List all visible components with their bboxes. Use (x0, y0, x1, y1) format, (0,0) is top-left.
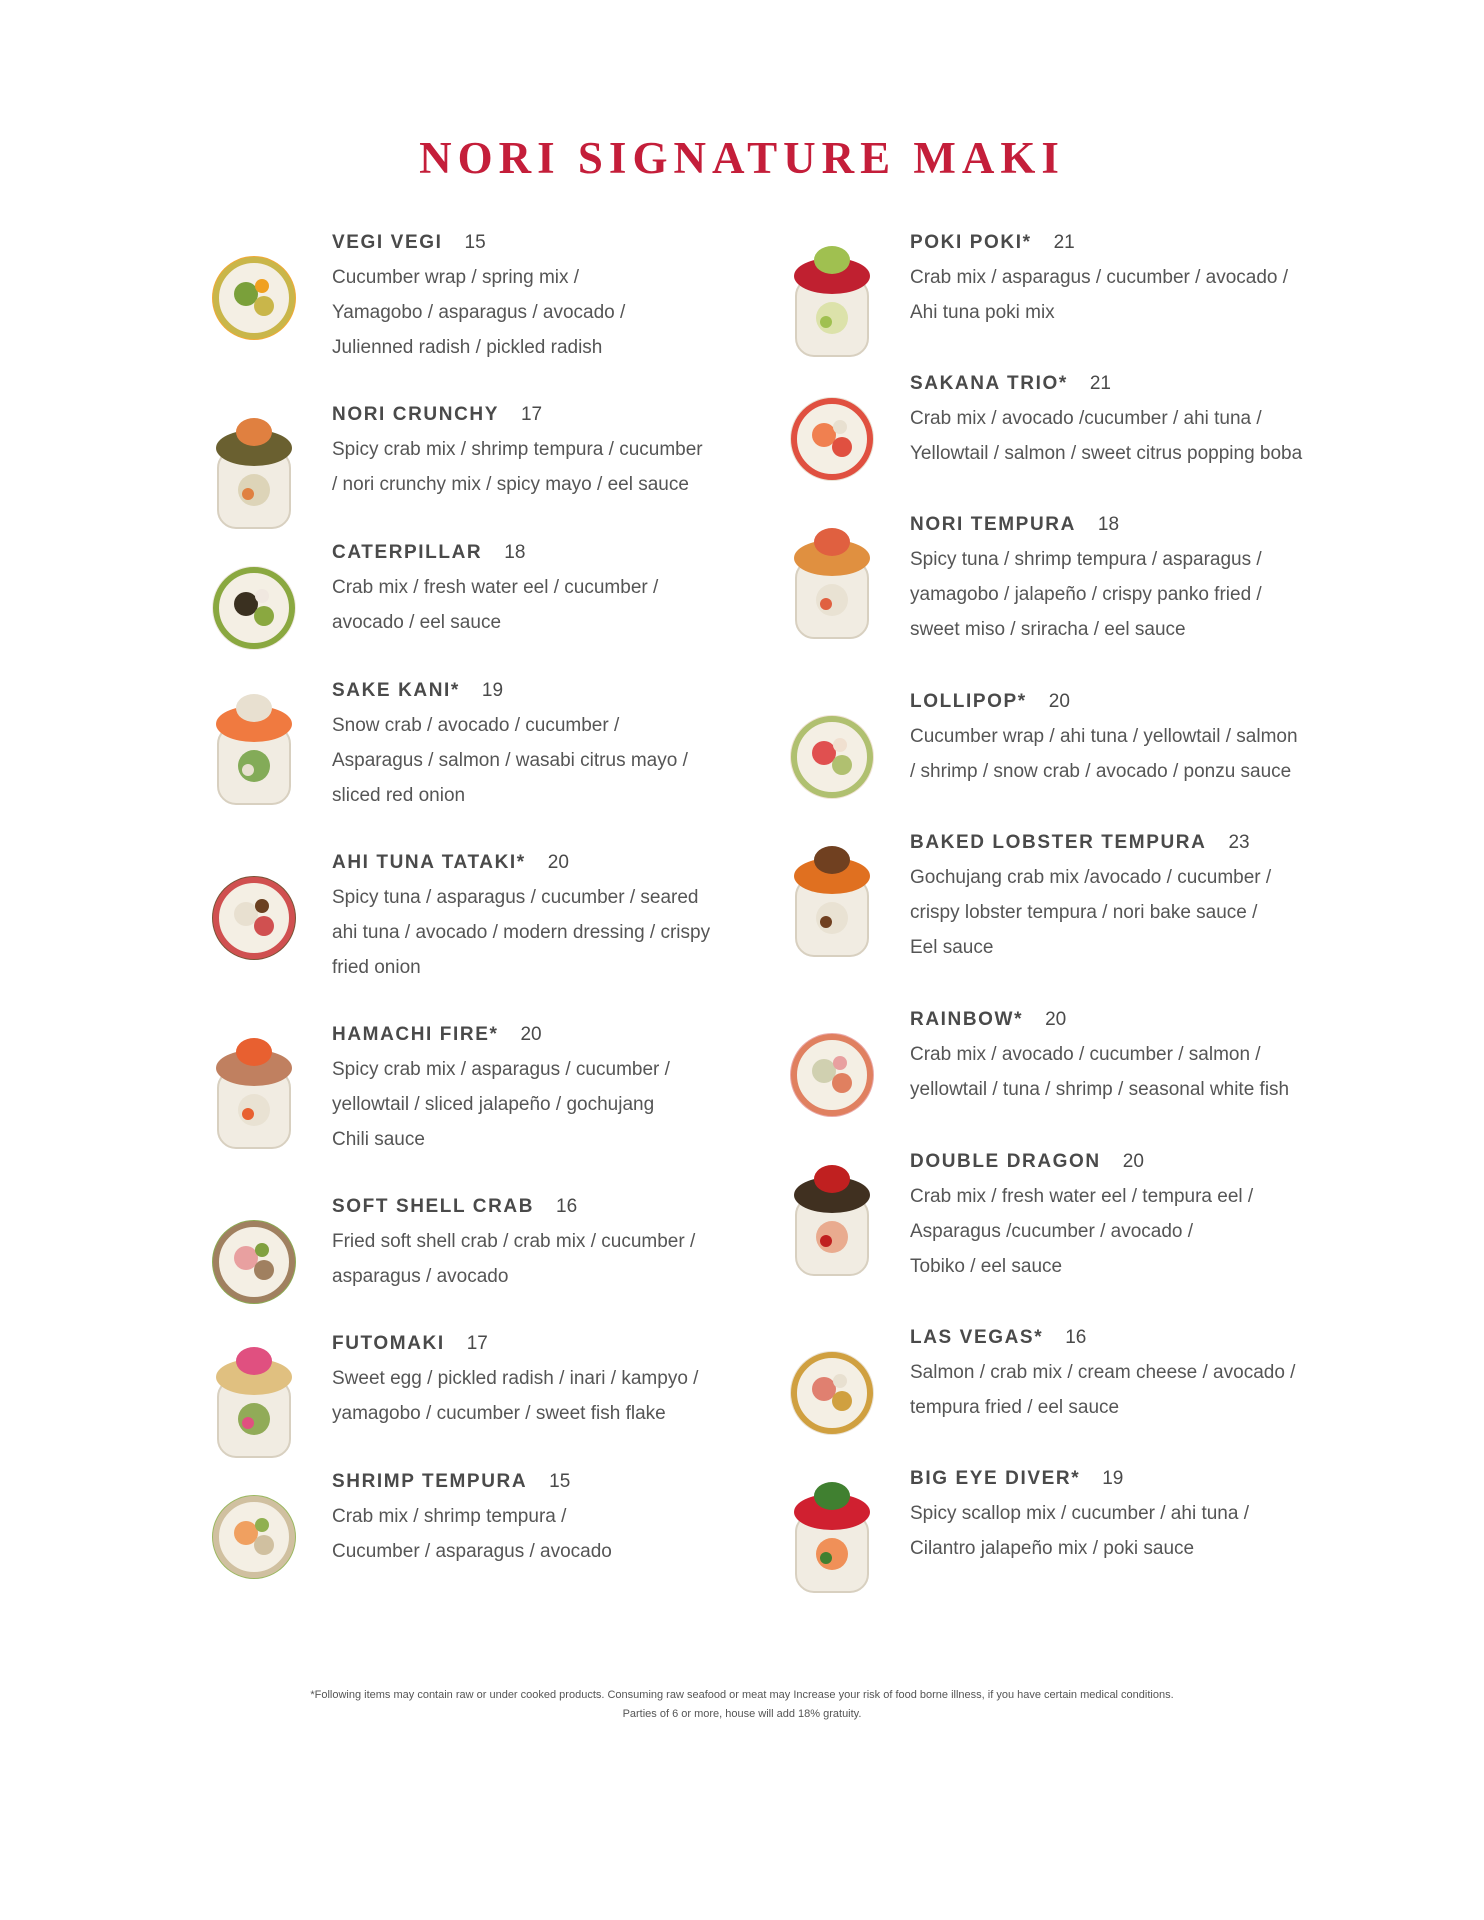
menu-item-description: yamagobo / cucumber / sweet fish flake (332, 1403, 666, 1424)
maki-roll-image (204, 1475, 304, 1605)
menu-item-description: Cilantro jalapeño mix / poki sauce (910, 1538, 1195, 1559)
menu-item (782, 232, 1342, 396)
menu-item-text (332, 852, 772, 985)
menu-item-photo (204, 684, 304, 814)
maki-roll-image (782, 236, 882, 366)
menu-item-description: yellowtail / tuna / shrimp / seasonal white fish (910, 1079, 1290, 1100)
menu-item-photo (204, 546, 304, 676)
menu-item-description: ahi tuna / avocado / modern dressing / crispy (332, 922, 711, 943)
menu-item-photo (204, 1200, 304, 1330)
menu-item-name: NORI CRUNCHY (332, 404, 499, 425)
menu-item-description: Gochujang crab mix /avocado / cucumber / (910, 867, 1272, 888)
menu-item-description: Asparagus /cucumber / avocado / (910, 1221, 1194, 1242)
menu-item-description: Spicy crab mix / asparagus / cucumber / (332, 1059, 670, 1080)
menu-item-photo (204, 408, 304, 538)
menu-item-description: Ahi tuna poki mix (910, 302, 1055, 323)
menu-item-photo (782, 836, 882, 966)
maki-roll-image (204, 408, 304, 538)
menu-item-heading (332, 542, 772, 564)
menu-item-name: POKI POKI* (910, 232, 1032, 253)
menu-item-description: Spicy tuna / asparagus / cucumber / seared (332, 887, 699, 908)
menu-item-description: Chili sauce (332, 1129, 425, 1150)
menu-item-description: Crab mix / avocado / cucumber / salmon / (910, 1044, 1261, 1065)
menu-item-description: Crab mix / fresh water eel / tempura eel / (910, 1186, 1254, 1207)
menu-item-text (332, 1471, 772, 1569)
menu-item-description: Crab mix / shrimp tempura / (332, 1506, 567, 1527)
menu-item (204, 852, 764, 1016)
menu-item-heading (910, 832, 1350, 854)
menu-item-price: 21 (1089, 373, 1111, 394)
menu-item-price: 16 (1065, 1327, 1087, 1348)
maki-roll-image (204, 856, 304, 986)
menu-item-name: BAKED LOBSTER TEMPURA (910, 832, 1207, 853)
menu-item-description: / shrimp / snow crab / avocado / ponzu sauce (910, 761, 1292, 782)
menu-item-text (332, 232, 772, 365)
menu-item-text (332, 404, 772, 502)
menu-item-heading (332, 1024, 772, 1046)
menu-item-description: Spicy crab mix / shrimp tempura / cucumber (332, 439, 703, 460)
menu-item-photo (782, 695, 882, 825)
menu-item-description: Sweet egg / pickled radish / inari / kampyo / (332, 1368, 699, 1389)
menu-item-photo (782, 1155, 882, 1285)
menu-item-description: Spicy scallop mix / cucumber / ahi tuna / (910, 1503, 1249, 1524)
menu-item-price: 19 (481, 680, 504, 701)
menu-item-price: 20 (547, 852, 569, 873)
menu-item-description: Spicy tuna / shrimp tempura / asparagus / (910, 549, 1262, 570)
maki-roll-image (782, 1013, 882, 1143)
maki-roll-image (782, 695, 882, 825)
menu-item-heading (332, 1196, 772, 1218)
menu-item (204, 1024, 764, 1188)
menu-item-description: tempura fried / eel sauce (910, 1397, 1120, 1418)
menu-item-text (910, 691, 1350, 789)
menu-item-photo (204, 1475, 304, 1605)
menu-item-price: 16 (556, 1196, 578, 1217)
menu-item (782, 1009, 1342, 1173)
menu-item-description: Asparagus / salmon / wasabi citrus mayo / (332, 750, 688, 771)
menu-item-price: 23 (1228, 832, 1250, 853)
menu-item-name: FUTOMAKI (332, 1333, 445, 1354)
menu-item-name: NORI TEMPURA (910, 514, 1076, 535)
menu-item-description: Fried soft shell crab / crab mix / cucumber / (332, 1231, 696, 1252)
menu-item-text (332, 542, 772, 640)
menu-item-text (910, 1009, 1350, 1107)
menu-item-text (332, 680, 772, 813)
menu-item-name: LAS VEGAS* (910, 1327, 1044, 1348)
menu-item (204, 1471, 764, 1635)
menu-item-description: fried onion (332, 957, 421, 978)
menu-item-price: 20 (1122, 1151, 1144, 1172)
menu-item-heading (910, 232, 1350, 254)
menu-item-text (910, 1327, 1350, 1425)
menu-item-photo (782, 1472, 882, 1602)
menu-item-price: 17 (466, 1333, 488, 1354)
menu-item-heading (332, 680, 772, 702)
menu-item-heading (332, 1333, 772, 1355)
menu-item-price: 20 (520, 1024, 542, 1045)
maki-roll-image (782, 1155, 882, 1285)
menu-item-photo (204, 1028, 304, 1158)
menu-item (204, 232, 764, 396)
menu-item-heading (910, 373, 1350, 395)
menu-item-description: yellowtail / sliced jalapeño / gochujang (332, 1094, 655, 1115)
maki-roll-image (782, 377, 882, 507)
menu-item-photo (782, 236, 882, 366)
menu-item-heading (910, 691, 1350, 713)
maki-roll-image (204, 236, 304, 366)
menu-item-heading (332, 232, 772, 254)
menu-item-description: / nori crunchy mix / spicy mayo / eel sauce (332, 474, 689, 495)
menu-item-photo (204, 236, 304, 366)
menu-item-name: SOFT SHELL CRAB (332, 1196, 535, 1217)
menu-item-description: Crab mix / avocado /cucumber / ahi tuna / (910, 408, 1262, 429)
menu-item-price: 20 (1045, 1009, 1067, 1030)
menu-item-description: Snow crab / avocado / cucumber / (332, 715, 620, 736)
menu-item-name: SAKANA TRIO* (910, 373, 1068, 394)
maki-roll-image (204, 1200, 304, 1330)
menu-item (782, 1468, 1342, 1632)
menu-item-name: RAINBOW* (910, 1009, 1024, 1030)
menu-item-text (910, 232, 1350, 330)
menu-item-text (910, 1151, 1350, 1284)
page-title: NORI SIGNATURE MAKI (419, 133, 1065, 183)
menu-item-price: 18 (504, 542, 526, 563)
menu-item-name: SHRIMP TEMPURA (332, 1471, 528, 1492)
menu-item-text (910, 832, 1350, 965)
menu-item-photo (782, 1013, 882, 1143)
menu-item-description: Julienned radish / pickled radish (332, 337, 603, 358)
menu-item-price: 20 (1048, 691, 1070, 712)
maki-roll-image (782, 1331, 882, 1461)
menu-item-name: HAMACHI FIRE* (332, 1024, 499, 1045)
menu-item-description: Crab mix / fresh water eel / cucumber / (332, 577, 659, 598)
menu-item-description: Cucumber wrap / ahi tuna / yellowtail / salmon (910, 726, 1298, 747)
menu-item-description: Salmon / crab mix / cream cheese / avocado / (910, 1362, 1296, 1383)
menu-item (782, 1327, 1342, 1491)
menu-item-description: Cucumber / asparagus / avocado (332, 1541, 612, 1562)
menu-item (782, 832, 1342, 996)
menu-item-name: BIG EYE DIVER* (910, 1468, 1081, 1489)
footer-gratuity-note: Parties of 6 or more, house will add 18% gratuity. (622, 1708, 862, 1720)
menu-item-description: avocado / eel sauce (332, 612, 502, 633)
maki-roll-image (204, 1028, 304, 1158)
menu-item-description: Crab mix / asparagus / cucumber / avocado / (910, 267, 1289, 288)
menu-item-heading (910, 1468, 1350, 1490)
menu-item-photo (782, 1331, 882, 1461)
menu-item-price: 19 (1102, 1468, 1124, 1489)
menu-item-price: 15 (549, 1471, 571, 1492)
menu-item-description: yamagobo / jalapeño / crispy panko fried / (910, 584, 1262, 605)
menu-item-photo (782, 518, 882, 648)
menu-item-heading (910, 514, 1350, 536)
menu-item-description: crispy lobster tempura / nori bake sauce / (910, 902, 1258, 923)
menu-item-text (910, 373, 1350, 471)
maki-roll-image (204, 684, 304, 814)
menu-item-photo (782, 377, 882, 507)
menu-item-text (332, 1024, 772, 1157)
menu-item-photo (204, 856, 304, 986)
menu-item-photo (204, 1337, 304, 1467)
menu-item-text (332, 1333, 772, 1431)
menu-item-name: LOLLIPOP* (910, 691, 1027, 712)
menu-item-name: VEGI VEGI (332, 232, 443, 253)
menu-item-name: SAKE KANI* (332, 680, 460, 701)
maki-roll-image (782, 518, 882, 648)
menu-item-description: Cucumber wrap / spring mix / (332, 267, 580, 288)
maki-roll-image (204, 546, 304, 676)
menu-item (204, 680, 764, 844)
menu-item-heading (332, 1471, 772, 1493)
menu-item-price: 18 (1097, 514, 1120, 535)
menu-item-text (332, 1196, 772, 1294)
menu-item-text (910, 1468, 1350, 1566)
menu-item-price: 15 (464, 232, 486, 253)
menu-item (782, 691, 1342, 855)
maki-roll-image (204, 1337, 304, 1467)
menu-item-description: sliced red onion (332, 785, 466, 806)
menu-item-heading (910, 1327, 1350, 1349)
menu-item-price: 21 (1053, 232, 1075, 253)
menu-item-description: sweet miso / sriracha / eel sauce (910, 619, 1186, 640)
footer-raw-warning: *Following items may contain raw or under cooked products. Consuming raw seafood or meat may Increase your risk of food borne illness, if you have certain medical conditions. (310, 1689, 1174, 1701)
menu-item (782, 373, 1342, 537)
menu-item-heading (332, 404, 772, 426)
menu-item-description: Eel sauce (910, 937, 994, 958)
maki-roll-image (782, 836, 882, 966)
menu-item-description: Yellowtail / salmon / sweet citrus popping boba (910, 443, 1303, 464)
menu-item-heading (332, 852, 772, 874)
menu-item-name: CATERPILLAR (332, 542, 483, 563)
menu-item (782, 514, 1342, 678)
menu-item-heading (910, 1151, 1350, 1173)
menu-item-price: 17 (520, 404, 543, 425)
menu-item-description: Tobiko / eel sauce (910, 1256, 1063, 1277)
menu-item-name: DOUBLE DRAGON (910, 1151, 1101, 1172)
menu-item-description: Yamagobo / asparagus / avocado / (332, 302, 626, 323)
menu-item-text (910, 514, 1350, 647)
menu-item-name: AHI TUNA TATAKI* (332, 852, 526, 873)
footer-disclaimer (0, 1686, 1484, 1724)
maki-roll-image (782, 1472, 882, 1602)
menu-item-description: asparagus / avocado (332, 1266, 509, 1287)
menu-item-heading (910, 1009, 1350, 1031)
menu-item (782, 1151, 1342, 1315)
